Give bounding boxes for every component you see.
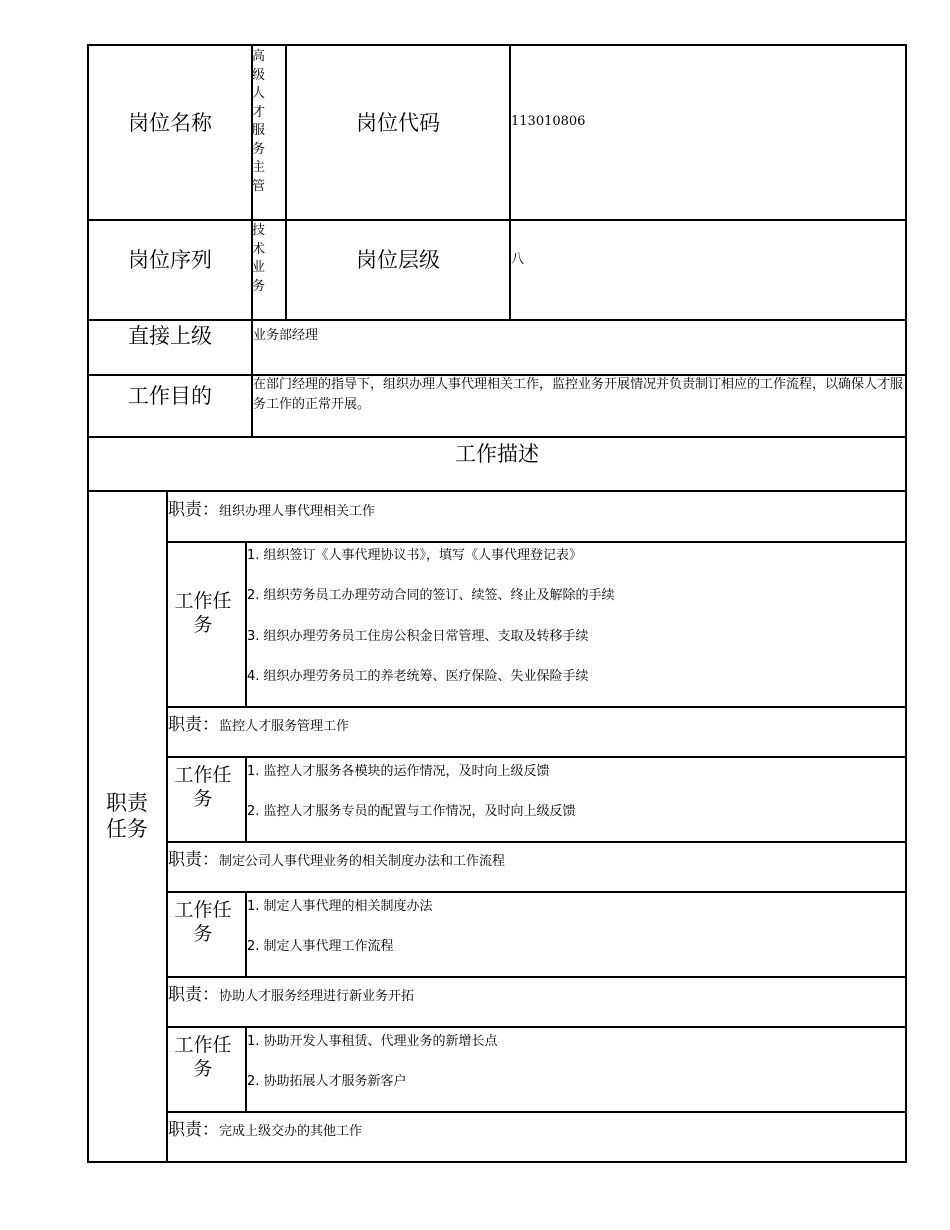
purpose-value: 在部门经理的指导下，组织办理人事代理相关工作，监控业务开展情况并负责制订相应的工作流程，以确保人才服务工作的正常开展。 [253, 377, 904, 412]
level-label: 岗位层级 [356, 247, 440, 272]
position-name-label: 岗位名称 [128, 111, 212, 136]
duty-4-prefix: 职责： [168, 985, 219, 1005]
task-2-item-1: 1. 监控人才服务各模块的运作情况，及时向上级反馈 [247, 764, 550, 779]
position-code-label: 岗位代码 [356, 111, 440, 136]
rule-duty3-bottom [166, 891, 907, 893]
duty-1 [168, 495, 375, 520]
superior-value: 业务部经理 [253, 328, 319, 343]
task-1-item-1: 1. 组织签订《人事代理协议书》，填写《人事代理登记表》 [247, 548, 583, 563]
rule-after-title [87, 490, 907, 492]
duty-5-prefix: 职责： [168, 1120, 219, 1140]
rule-task2-bottom [166, 841, 907, 843]
rule-task1-bottom [166, 706, 907, 708]
task-4-item-1: 1. 协助开发人事租赁、代理业务的新增长点 [247, 1034, 498, 1049]
rule-code-divider [509, 44, 511, 321]
rule-task3-bottom [166, 976, 907, 978]
task-3-item-2: 2. 制定人事代理工作流程 [247, 939, 394, 954]
duty-4 [168, 980, 414, 1005]
task-3-item-1: 1. 制定人事代理的相关制度办法 [247, 899, 433, 914]
duty-3-prefix: 职责： [168, 850, 219, 870]
position-name-value: 高级人才服务主管 [252, 49, 266, 194]
task-2-item-2: 2. 监控人才服务专员的配置与工作情况，及时向上级反馈 [247, 804, 576, 819]
rule-bottom [87, 1161, 907, 1163]
purpose-label: 工作目的 [128, 383, 212, 408]
position-code-value: 113010806 [511, 114, 586, 129]
rule-duty2-bottom [166, 756, 907, 758]
duty-1-prefix: 职责： [168, 500, 219, 520]
superior-label: 直接上级 [128, 323, 212, 348]
task-4-label: 工作任务 [174, 1034, 232, 1080]
duty-3 [168, 845, 505, 870]
duty-5 [168, 1115, 362, 1140]
rule-duty1-bottom [166, 541, 907, 543]
duty-2-prefix: 职责： [168, 715, 219, 735]
sequence-label: 岗位序列 [128, 247, 212, 272]
rule-task4-bottom [166, 1111, 907, 1113]
duty-2-text: 监控人才服务管理工作 [219, 719, 350, 734]
duty-5-text: 完成上级交办的其他工作 [219, 1124, 363, 1139]
level-value: 八 [511, 252, 525, 267]
rule-duties-divider [166, 490, 168, 1163]
sequence-value: 技术业务 [252, 223, 266, 294]
task-3-label: 工作任务 [174, 899, 232, 945]
task-1-label: 工作任务 [174, 590, 232, 636]
duty-3-text: 制定公司人事代理业务的相关制度办法和工作流程 [219, 854, 506, 869]
description-title: 工作描述 [455, 441, 539, 466]
rule-right [905, 44, 907, 1163]
task-1-item-4: 4. 组织办理劳务员工的养老统筹、医疗保险、失业保险手续 [247, 669, 589, 684]
rule-left [87, 44, 89, 1163]
task-1-item-3: 3. 组织办理劳务员工住房公积金日常管理、支取及转移手续 [247, 629, 589, 644]
duty-4-text: 协助人才服务经理进行新业务开拓 [219, 989, 415, 1004]
duty-2 [168, 710, 349, 735]
duty-1-text: 组织办理人事代理相关工作 [219, 504, 376, 519]
rule-duty4-bottom [166, 1026, 907, 1028]
task-2-label: 工作任务 [174, 764, 232, 810]
task-4-item-2: 2. 协助拓展人才服务新客户 [247, 1074, 407, 1089]
task-1-item-2: 2. 组织劳务员工办理劳动合同的签订、续签、终止及解除的手续 [247, 588, 615, 603]
duties-label: 职责任务 [106, 790, 148, 841]
